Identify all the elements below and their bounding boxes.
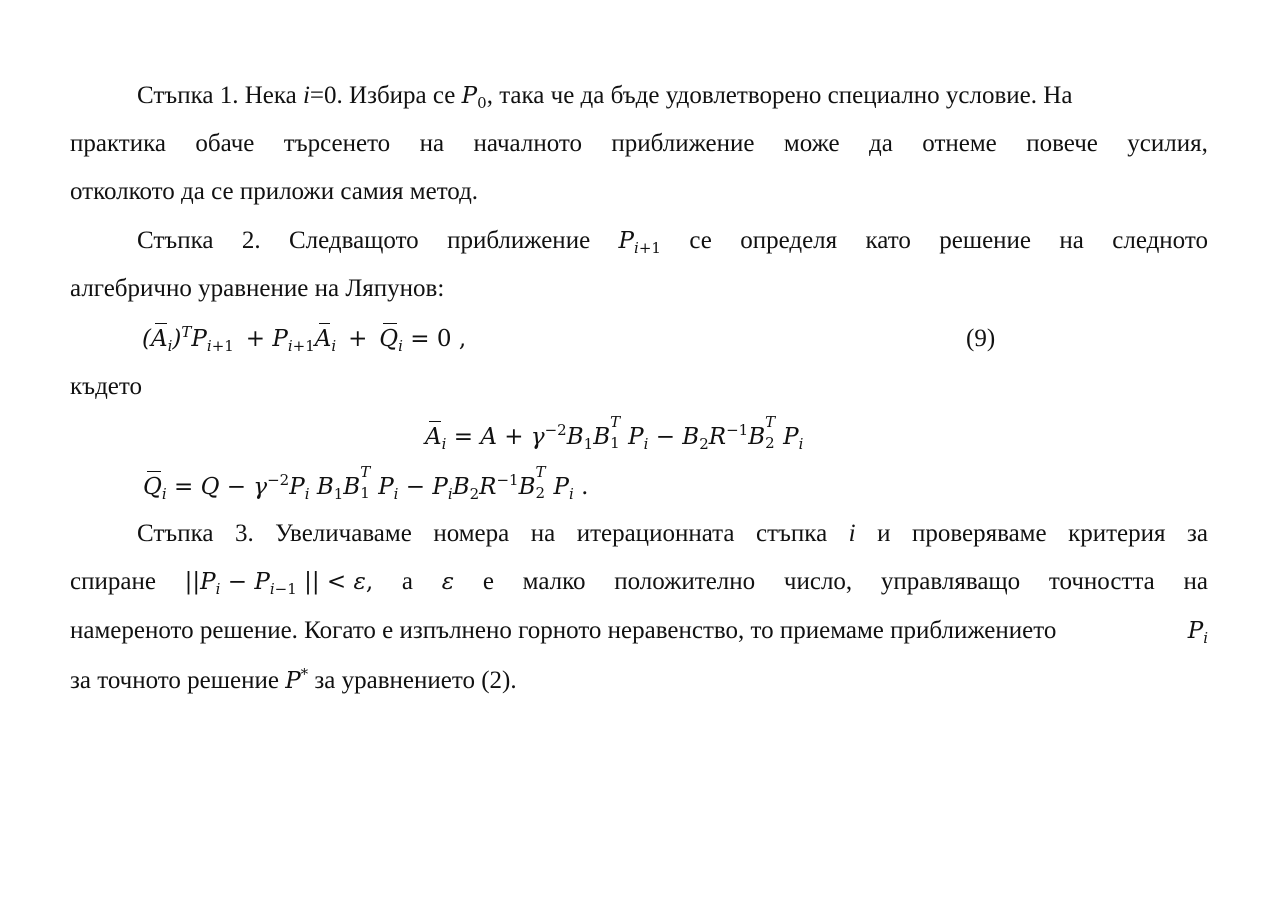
word: усилия, [1127,130,1208,157]
word: стъпка [755,520,828,547]
epsilon-symbol: ε [441,569,455,595]
word: се [689,227,712,254]
word: малко [522,568,586,595]
step1-initial-approx: $P_0$ [461,83,487,113]
word: приближение [447,227,591,254]
word: на [1059,227,1084,254]
word: Стъпка [137,227,214,254]
step3-line4-end: за уравнението (2). [314,667,517,694]
word: и [877,520,891,547]
step1-line1 [137,81,1072,111]
word: проверяваме [911,520,1047,547]
step3-line4 [70,666,517,696]
step1-rest-line1: , така че да бъде удовлетворено специално условие. На [486,82,1073,109]
word: за [1187,520,1208,547]
word: 3. [234,520,254,547]
word: итерационната [576,520,735,547]
word: е [482,568,494,595]
lyapunov-equation: $(A_i)^TP_{i+1} + P_{i+1}A_i + Q_i = 0$ , [142,323,467,356]
word: като [865,227,911,254]
word: число, [783,568,853,595]
iteration-index: i [848,520,856,547]
next-approx-symbol: $P_{i+1}$ [618,228,661,258]
word: да [869,130,893,157]
step1-line2 [70,129,1208,159]
step3-line1 [137,519,1208,549]
step1-choose: Избира се [349,82,456,109]
word: на [1183,568,1208,595]
word: Увеличаваме [275,520,412,547]
word: началното [473,130,582,157]
word: точността [1048,568,1155,595]
equation-number: (9) [966,325,996,352]
word: спиране [70,568,156,595]
word: управляващо [880,568,1021,595]
step1-let-word: Нека [244,82,297,109]
step1-let-value: =0. [309,82,343,109]
word: следното [1112,227,1208,254]
word: 2. [241,227,261,254]
a-bar-definition: $A_i = A + \gamma^{-2}B_1B$ T 1 $P_i - B_2R^{-1}B$ T 2 $P_i$ [425,413,804,454]
word: на [530,520,556,547]
step2-line2: алгебрично уравнение на Ляпунов: [70,275,445,302]
word: може [783,130,840,157]
word: на [419,130,445,157]
word: решение [939,227,1032,254]
step1-line3: отколкото да се приложи самия метод. [70,178,479,205]
word: повече [1026,130,1098,157]
word: номера [433,520,510,547]
step3-line3-text: намереното решение. Когато е изпълнено горното неравенство, то приемаме приближението [70,617,1057,644]
word: отнеме [922,130,997,157]
step1-let-var: i [302,82,310,109]
step3-line2 [70,567,1208,597]
stopping-criterion: $||P_i - P_{i-1}$ || < ε, [184,569,374,599]
step3-line4-start: за точното решение [70,667,279,694]
step3-line3 [70,616,1208,646]
word: критерия [1068,520,1166,547]
word: определя [740,227,838,254]
word: търсенето [283,130,391,157]
where-word: където [70,373,142,400]
approximation-symbol: $P_i$ [1187,618,1208,648]
word: обаче [195,130,255,157]
word: положително [614,568,756,595]
word: приближение [611,130,755,157]
step2-line1 [137,226,1208,256]
word: а [401,568,414,595]
word: Следващото [288,227,419,254]
word: практика [70,130,166,157]
step1-label: Стъпка 1. [137,82,239,109]
q-bar-definition: $Q_i = Q - \gamma^{-2}P_i$ $B_1B$ T 1 $P_i - P_iB_2R^{-1}B$ T 2 $P_i$ . [143,463,589,504]
word: Стъпка [137,520,214,547]
exact-solution-symbol: P* [285,665,309,694]
